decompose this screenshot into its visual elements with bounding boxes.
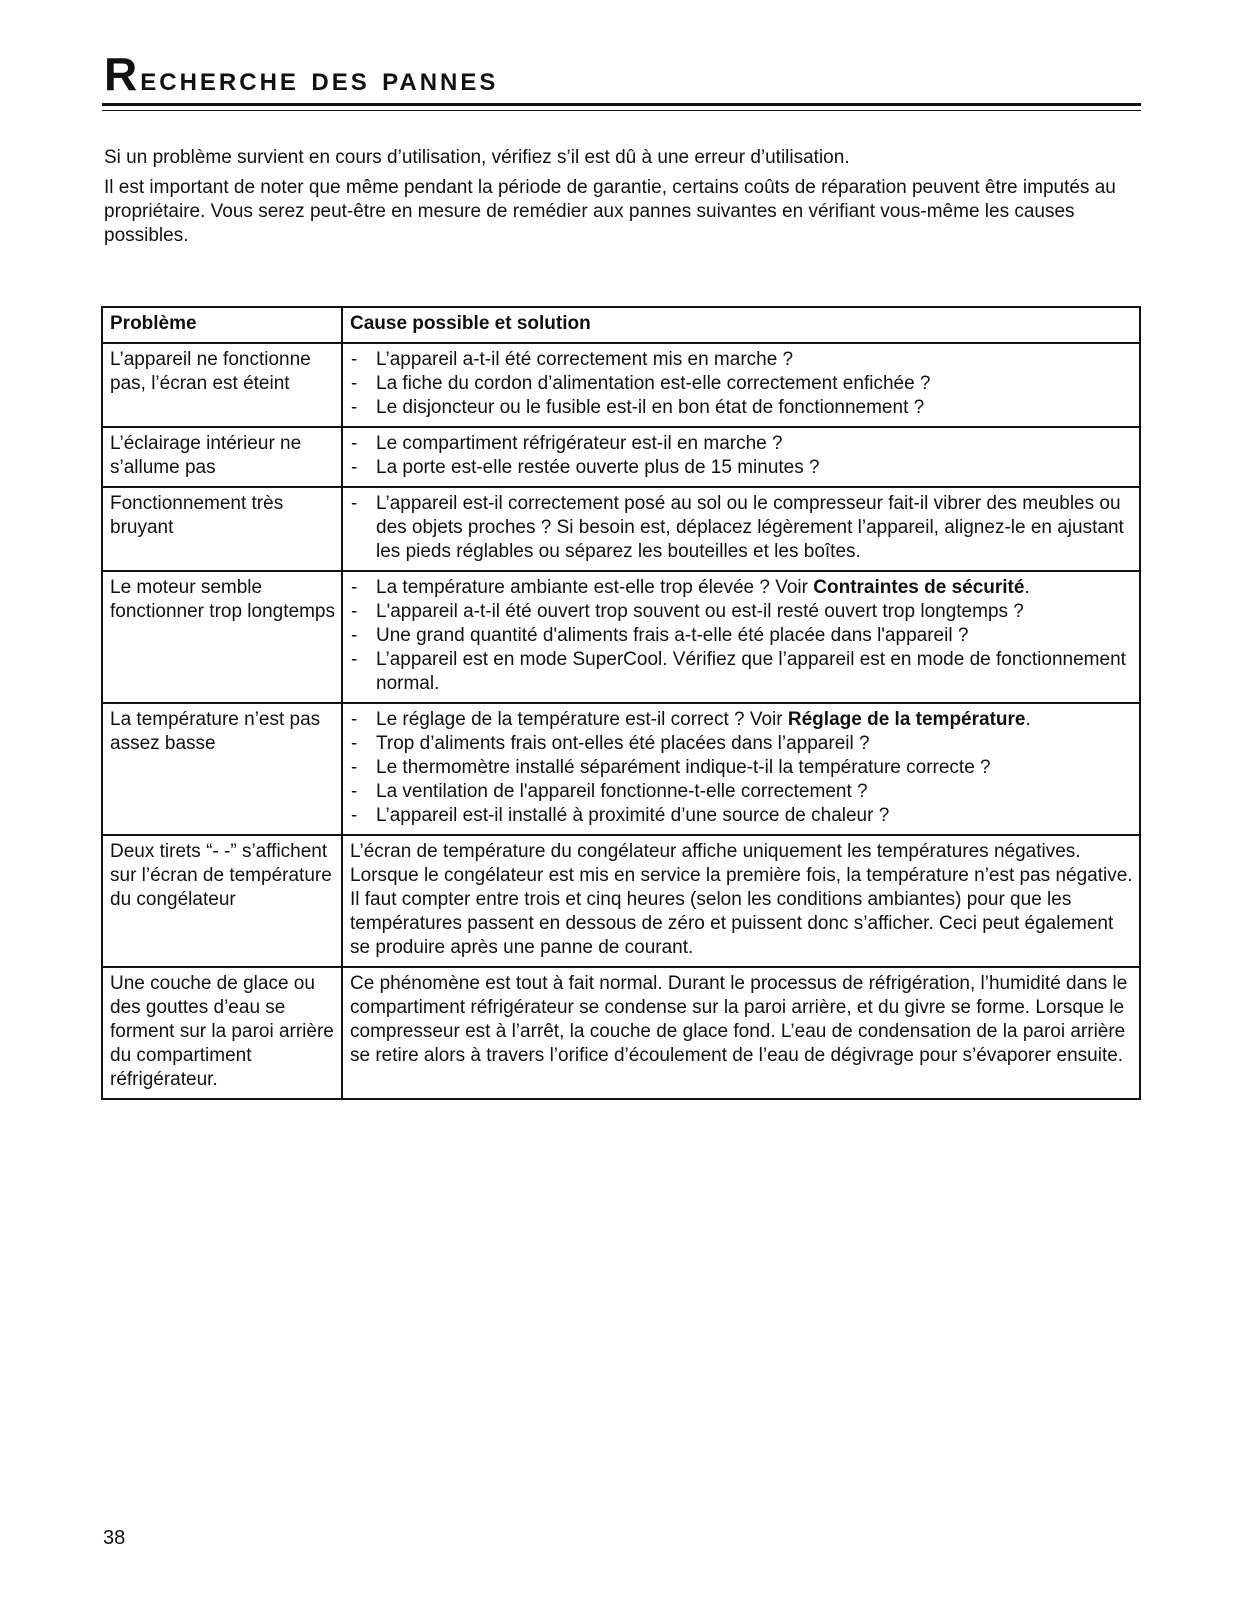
cause-item bbox=[350, 600, 1133, 624]
problem-cell: Le moteur semble fonctionner trop longtemps bbox=[102, 571, 342, 703]
cause-text: L'appareil a-t-il été ouvert trop souvent ou est-il resté ouvert trop longtemps ? bbox=[376, 601, 1024, 622]
cause-text: . bbox=[1025, 709, 1031, 730]
problem-cell: Une couche de glace ou des gouttes d’eau se forment sur la paroi arrière du compartiment réfrigérateur. bbox=[102, 967, 342, 1099]
cross-reference: Réglage de la température bbox=[787, 709, 1026, 730]
cause-item bbox=[350, 756, 1133, 780]
title-rest: echerche des pannes bbox=[140, 60, 499, 98]
cause-text: Une grand quantité d'aliments frais a-t-elle été placée dans l'appareil ? bbox=[376, 625, 969, 646]
table-row bbox=[102, 487, 1140, 571]
cause-item bbox=[350, 396, 1133, 420]
cause-list bbox=[350, 348, 1133, 420]
cause-item bbox=[350, 372, 1133, 396]
problem-cell: L’éclairage intérieur ne s’allume pas bbox=[102, 427, 342, 487]
troubleshooting-table-wrap bbox=[101, 306, 1141, 1100]
problem-cell: La température n’est pas assez basse bbox=[102, 703, 342, 835]
table-body bbox=[102, 343, 1140, 1099]
cause-text: Trop d’aliments frais ont-elles été placées dans l’appareil ? bbox=[376, 733, 870, 754]
page-number: 38 bbox=[103, 1527, 126, 1549]
cause-list bbox=[350, 492, 1133, 564]
table-row bbox=[102, 427, 1140, 487]
intro-paragraph: Il est important de noter que même pendant la période de garantie, certains coûts de réparation peuvent être imputés au propriétaire. Vous serez peut-être en mesure de remédier aux pannes suivantes en vérifiant vous-même les causes possibles. bbox=[104, 177, 1116, 246]
cause-item bbox=[350, 348, 1133, 372]
cause-cell bbox=[342, 571, 1140, 703]
intro bbox=[104, 146, 1124, 254]
cause-cell bbox=[342, 427, 1140, 487]
cause-cell: L’écran de température du congélateur affiche uniquement les températures négatives. Lorsque le congélateur est mis en service la première fois, la température n’est pas négative. Il faut compter entre trois et cinq heures (selon les conditions ambiantes) pour que les températures passent en dessous de zéro et puissent donc s’afficher. Ceci peut également se produire après une panne de courant. bbox=[342, 835, 1140, 967]
title-rule-thick bbox=[102, 103, 1141, 106]
cause-cell bbox=[342, 703, 1140, 835]
cause-cell bbox=[342, 343, 1140, 427]
cause-item bbox=[350, 732, 1133, 756]
cause-item bbox=[350, 804, 1133, 828]
cause-text: Le réglage de la température est-il correct ? Voir bbox=[376, 709, 788, 730]
cause-text: La ventilation de l'appareil fonctionne-t-elle correctement ? bbox=[376, 781, 868, 802]
cause-cell: Ce phénomène est tout à fait normal. Durant le processus de réfrigération, l’humidité dans le compartiment réfrigérateur se condense sur la paroi arrière, et du givre se forme. Lorsque le compresseur est à l’arrêt, la couche de glace fond. L’eau de condensation de la paroi arrière se retire alors à travers l’orifice d’écoulement de l’eau de dégivrage pour s’évaporer ensuite. bbox=[342, 967, 1140, 1099]
cause-cell bbox=[342, 487, 1140, 571]
cause-text: La fiche du cordon d’alimentation est-elle correctement enfichée ? bbox=[376, 373, 931, 394]
header-cause: Cause possible et solution bbox=[342, 307, 1140, 343]
cause-text: Le thermomètre installé séparément indique-t-il la température correcte ? bbox=[376, 757, 991, 778]
cause-item bbox=[350, 492, 1133, 564]
table-row bbox=[102, 343, 1140, 427]
table-header-row bbox=[102, 307, 1140, 343]
cause-text: L’appareil est en mode SuperCool. Vérifiez que l’appareil est en mode de fonctionnement normal. bbox=[376, 649, 1126, 694]
cause-list bbox=[350, 576, 1133, 696]
cause-item bbox=[350, 576, 1133, 600]
cross-reference: Contraintes de sécurité bbox=[813, 577, 1025, 598]
cause-text: L’appareil a-t-il été correctement mis en marche ? bbox=[376, 349, 794, 370]
problem-cell: Deux tirets “- -” s’affichent sur l’écran de température du congélateur bbox=[102, 835, 342, 967]
table-row bbox=[102, 703, 1140, 835]
cause-item bbox=[350, 624, 1133, 648]
table-row bbox=[102, 835, 1140, 967]
cause-list bbox=[350, 432, 1133, 480]
table-row bbox=[102, 571, 1140, 703]
problem-cell: Fonctionnement très bruyant bbox=[102, 487, 342, 571]
cause-item bbox=[350, 456, 1133, 480]
cause-text: . bbox=[1024, 577, 1030, 598]
intro-paragraph: Si un problème survient en cours d’utilisation, vérifiez s’il est dû à une erreur d’utilisation. bbox=[104, 147, 850, 168]
problem-cell: L’appareil ne fonctionne pas, l’écran est éteint bbox=[102, 343, 342, 427]
cause-item bbox=[350, 780, 1133, 804]
cause-list bbox=[350, 708, 1133, 828]
cause-text: La température ambiante est-elle trop élevée ? Voir bbox=[376, 577, 814, 598]
page-title bbox=[104, 50, 498, 103]
cause-text: L’appareil est-il correctement posé au sol ou le compresseur fait-il vibrer des meubles ou des objets proches ? Si besoin est, déplacez légèrement l’appareil, alignez-le en ajustant les pieds réglables ou séparez les bouteilles et les boîtes. bbox=[376, 493, 1124, 562]
cause-item bbox=[350, 648, 1133, 696]
cause-text: La porte est-elle restée ouverte plus de 15 minutes ? bbox=[376, 457, 820, 478]
cause-item bbox=[350, 432, 1133, 456]
cause-text: Le disjoncteur ou le fusible est-il en bon état de fonctionnement ? bbox=[376, 397, 925, 418]
table-row bbox=[102, 967, 1140, 1099]
title-rule-thin bbox=[102, 110, 1141, 111]
troubleshooting-table bbox=[101, 306, 1141, 1100]
cause-text: L’appareil est-il installé à proximité d’une source de chaleur ? bbox=[376, 805, 890, 826]
cause-item bbox=[350, 708, 1133, 732]
cause-text: Le compartiment réfrigérateur est-il en marche ? bbox=[376, 433, 783, 454]
header-problem: Problème bbox=[102, 307, 342, 343]
title-initial: R bbox=[104, 48, 141, 100]
